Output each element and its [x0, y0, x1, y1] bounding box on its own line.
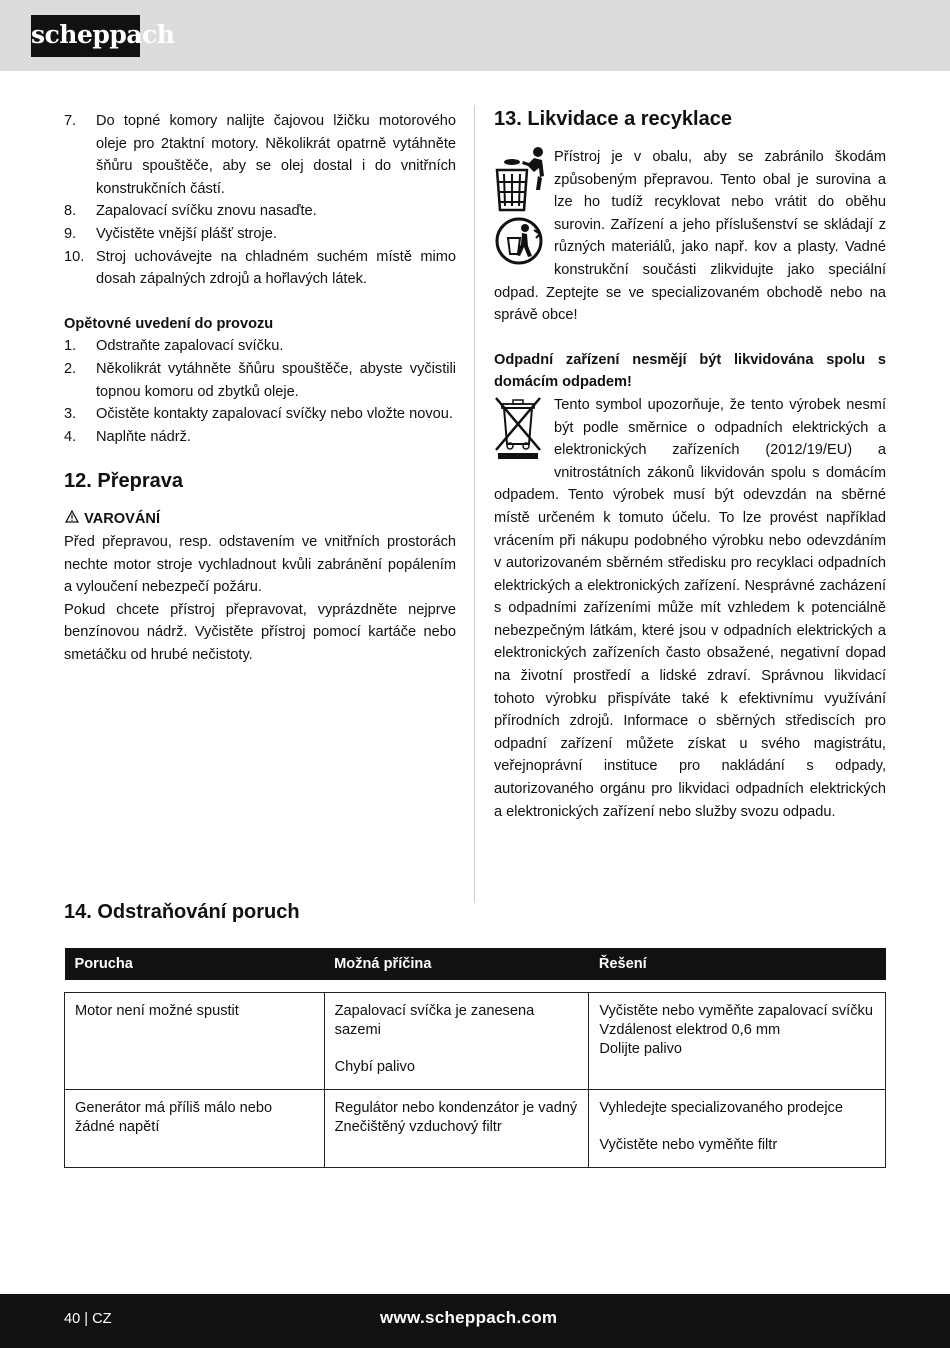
list-item: 1. Odstraňte zapalovací svíčku.	[64, 338, 284, 355]
column-header: Možná příčina	[324, 948, 589, 980]
left-column	[64, 110, 456, 666]
troubleshooting-heading: 14. Odstraňování poruch	[64, 901, 300, 923]
footer-bar	[0, 1294, 950, 1348]
website-link[interactable]: www.scheppach.com	[380, 1308, 558, 1327]
fault-cell: Generátor má příliš málo nebo žádné napětí	[65, 1090, 325, 1168]
transport-paragraph: Před přepravou, resp. odstavením ve vnitřních prostorách nechte motor stroje vychladnout kvůli zabránění popálením a vyloučení nebezpečí požáru.	[64, 533, 456, 596]
warning-triangle-icon	[64, 508, 80, 531]
weee-warning: Odpadní zařízení nesmějí být likvidována spolu s domácím odpadem!	[494, 351, 886, 391]
list-item: 8. Zapalovací svíčku znovu nasaďte.	[64, 203, 317, 220]
list-item: 2. Několikrát vytáhněte šňůru spouštěče, abyste vyčistili topnou komoru od zbytků oleje.	[64, 360, 456, 400]
disposal-heading: 13. Likvidace a recyklace	[494, 108, 732, 130]
scheppach-logo: scheppach	[31, 15, 140, 57]
list-item: 3. Očistěte kontakty zapalovací svíčky nebo vložte novou.	[64, 406, 453, 423]
list-item: 10. Stroj uchovávejte na chladném suchém místě mimo dosah zápalných zdrojů a hořlavých látek.	[64, 248, 456, 288]
header-bar	[0, 0, 950, 71]
table-header-row	[65, 948, 886, 980]
weee-paragraph: Tento symbol upozorňuje, že tento výrobek nesmí být podle směrnice o odpadních elektrických a elektronických zařízeních (2012/19/EU) a vnitrostátních zákonů likvidován spolu s domácím odpadem. Tento výrobek musí být odevzdán na sběrné místě určeném k tomuto účelu. To lze provést například vrácením při nákupu podobného výrobku nebo odevzdáním v autorizovaném sběrném středisku pro recyklaci odpadních elektrických a elektronických zařízení. Nesprávné zacházení s odpadními zařízeními může mít vzhledem k potenciálně nebezpečným látkám, které jsou v odpadních elektrických a elektronických zařízeních často obsažené, negativní dopad na životní prostředí a lidské zdraví. Správnou likvidací tohoto výrobku přispíváte také k efektivnímu využívání přírodních zdrojů. Informace o sběrných střediscích pro odpadní zařízení můžete získat u svého magistrátu, veřejnoprávní instituce pro nakládání s odpady, autorizovaného orgánu pro likvidaci odpadních elektrických a elektronických zařízení nebo služby svozu odpadu.	[494, 396, 886, 820]
transport-heading: 12. Přeprava	[64, 470, 183, 493]
cause-cell: Zapalovací svíčka je zanesena sazemi Chybí palivo	[324, 993, 589, 1090]
page-number: 40 | CZ	[64, 1311, 112, 1327]
warning-label: VAROVÁNÍ	[64, 508, 456, 531]
table-row	[65, 993, 886, 1090]
column-header: Řešení	[589, 948, 886, 980]
fix-cell: Vyhledejte specializovaného prodejce Vyčistěte nebo vyměňte filtr	[589, 1090, 886, 1168]
disposal-paragraph: Přístroj je v obalu, aby se zabránilo škodám způsobeným přepravou. Tento obal je surovina a lze ho tudíž recyklovat nebo vrátit do oběhu surovin. Zařízení a jeho příslušenství se skládají z různých materiálů, jako např. kov a plasty. Vadné konstrukční součásti zlikvidujte jako speciální odpad. Zeptejte se ve specializovaném obchodě nebo na správě obce!	[494, 149, 886, 324]
fix-cell: Vyčistěte nebo vyměňte zapalovací svíčku Vzdálenost elektrod 0,6 mm Dolijte palivo	[589, 993, 886, 1090]
list-item: 4. Naplňte nádrž.	[64, 428, 191, 445]
troubleshooting-table	[64, 948, 886, 1168]
table-row	[65, 1090, 886, 1168]
column-divider	[474, 105, 475, 903]
disposal-icons	[494, 146, 552, 266]
list-item: 7. Do topné komory nalijte čajovou lžičku motorového oleje pro 2taktní motory. Několikrát opatrně vytáhněte šňůru spouštěče, aby se olej dostal i do vnitřních konstrukčních částí.	[64, 113, 456, 197]
fault-cell: Motor není možné spustit	[65, 993, 325, 1090]
recycling-icon	[494, 216, 544, 266]
transport-paragraph: Pokud chcete přístroj přepravovat, vyprázdněte nejprve benzínovou nádrž. Vyčistěte přístroj pomocí kartáče nebo smetáčku od hrubé nečistoty.	[64, 601, 456, 663]
column-header: Porucha	[65, 948, 325, 980]
crossed-bin-icon	[494, 394, 542, 460]
cause-cell: Regulátor nebo kondenzátor je vadný Znečištěný vzduchový filtr	[324, 1090, 589, 1168]
bin-disposal-icon	[494, 146, 548, 212]
weee-icon-box	[494, 394, 552, 462]
right-column	[494, 106, 886, 823]
recommission-heading: Opětovné uvedení do provozu	[64, 315, 274, 332]
list-item: 9. Vyčistěte vnější plášť stroje.	[64, 225, 277, 242]
